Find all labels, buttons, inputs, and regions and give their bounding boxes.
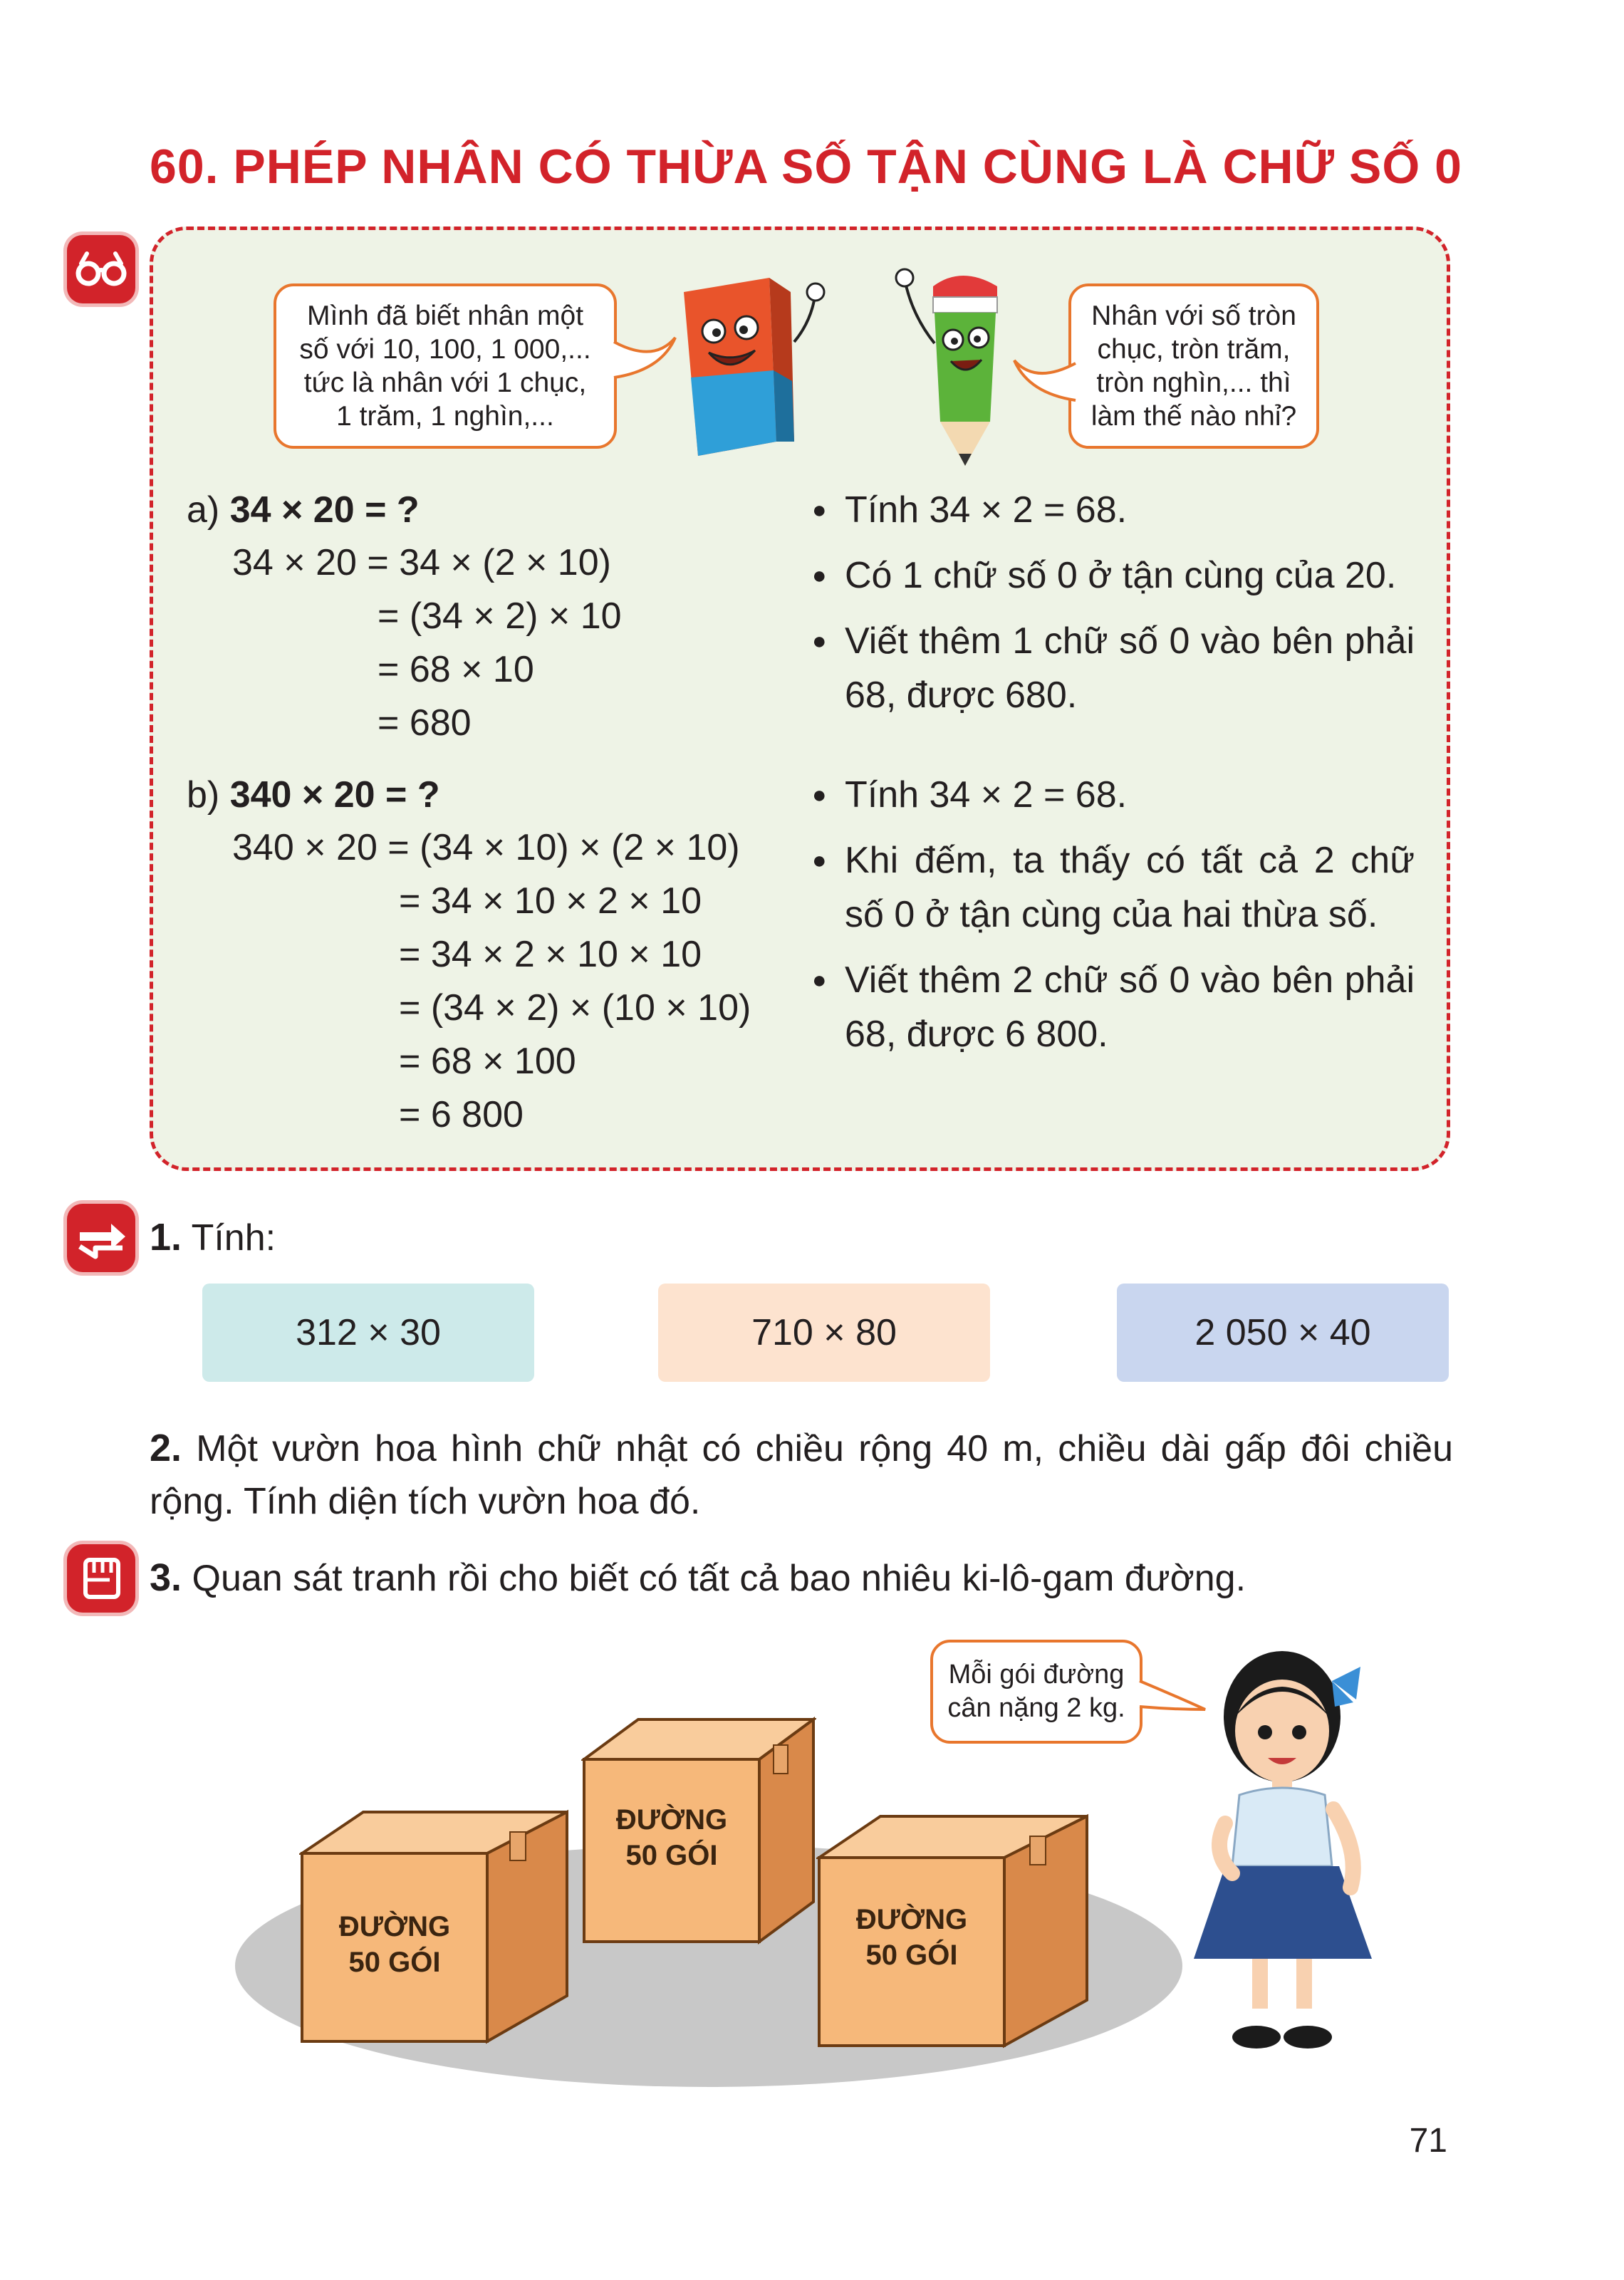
exercise-1-item: 312 × 30 (202, 1284, 534, 1382)
girl-character-icon (1182, 1638, 1389, 2066)
part-b-bullet: ● Viết thêm 2 chữ số 0 vào bên phải 68, được 6 800. (845, 953, 1415, 1061)
part-b-step: = 6 800 (399, 1094, 524, 1135)
bubble-line: Nhân với số tròn (1091, 301, 1296, 331)
exercise-3: 3. Quan sát tranh rồi cho biết có tất cả bao nhiêu ki-lô-gam đường. (150, 1556, 1246, 1599)
part-b-label: b) 340 × 20 = ? (187, 774, 440, 816)
page-number: 71 (1409, 2122, 1447, 2160)
bubble-line: Mỗi gói đường (948, 1660, 1125, 1690)
sugar-box-label: ĐƯỜNG 50 GÓI (855, 1904, 968, 1971)
part-b-step: = 34 × 10 × 2 × 10 (399, 880, 702, 922)
speech-bubble-left (274, 283, 617, 449)
bubble-line: tức là nhân với 1 chục, (303, 368, 587, 398)
exercise-1: 1. Tính: (150, 1216, 276, 1259)
part-a-step: = 68 × 10 (378, 649, 534, 690)
part-b-bullet: ● Tính 34 × 2 = 68. (845, 768, 1415, 822)
bubble-line: làm thế nào nhỉ? (1091, 401, 1297, 432)
bubble-line: tròn nghìn,... thì (1096, 368, 1291, 398)
bubble-line: chục, tròn trăm, (1097, 334, 1291, 365)
sugar-box-label: ĐƯỜNG 50 GÓI (338, 1911, 451, 1978)
fist-icon (67, 1544, 135, 1613)
part-a-bullet: ● Có 1 chữ số 0 ở tận cùng của 20. (845, 548, 1415, 603)
part-a-step: = 680 (378, 702, 472, 744)
part-b-bullet: ● Khi đếm, ta thấy có tất cả 2 chữ số 0 ở tận cùng của hai thừa số. (845, 833, 1415, 942)
part-b-step: = (34 × 2) × (10 × 10) (399, 987, 751, 1029)
part-a-label: a) 34 × 20 = ? (187, 489, 420, 531)
part-b-step: 340 × 20 = (34 × 10) × (2 × 10) (232, 827, 740, 868)
speech-bubble-girl (930, 1640, 1142, 1744)
exercise-2: 2. Một vườn hoa hình chữ nhật có chiều rộng 40 m, chiều dài gấp đôi chiều rộng. Tính diện tích vườn hoa đó. (150, 1427, 1453, 1522)
bubble-line: 1 trăm, 1 nghìn,... (336, 401, 554, 432)
exercise-1-item: 710 × 80 (658, 1284, 990, 1382)
part-a-bullet: ● Tính 34 × 2 = 68. (845, 483, 1415, 537)
sugar-box-label: ĐƯỜNG 50 GÓI (615, 1804, 728, 1871)
part-b-step: = 68 × 100 (399, 1041, 576, 1082)
part-a-step: = (34 × 2) × 10 (378, 595, 622, 637)
exercise-1-item: 2 050 × 40 (1117, 1284, 1449, 1382)
glasses-icon (67, 235, 135, 303)
bubble-tail-icon (1007, 356, 1078, 413)
bubble-line: Mình đã biết nhân một (306, 301, 584, 331)
page-title: 60. PHÉP NHÂN CÓ THỪA SỐ TẬN CÙNG LÀ CHỮ SỐ 0 (150, 140, 1462, 194)
arrows-icon (67, 1204, 135, 1272)
speech-bubble-right (1068, 283, 1319, 449)
part-a-bullet: ● Viết thêm 1 chữ số 0 vào bên phải 68, được 680. (845, 614, 1415, 722)
part-a-step: 34 × 20 = 34 × (2 × 10) (232, 542, 611, 583)
bubble-line: số với 10, 100, 1 000,... (299, 334, 591, 365)
part-b-step: = 34 × 2 × 10 × 10 (399, 934, 702, 975)
eraser-character-icon (670, 264, 840, 463)
bubble-line: cân nặng 2 kg. (947, 1693, 1125, 1723)
